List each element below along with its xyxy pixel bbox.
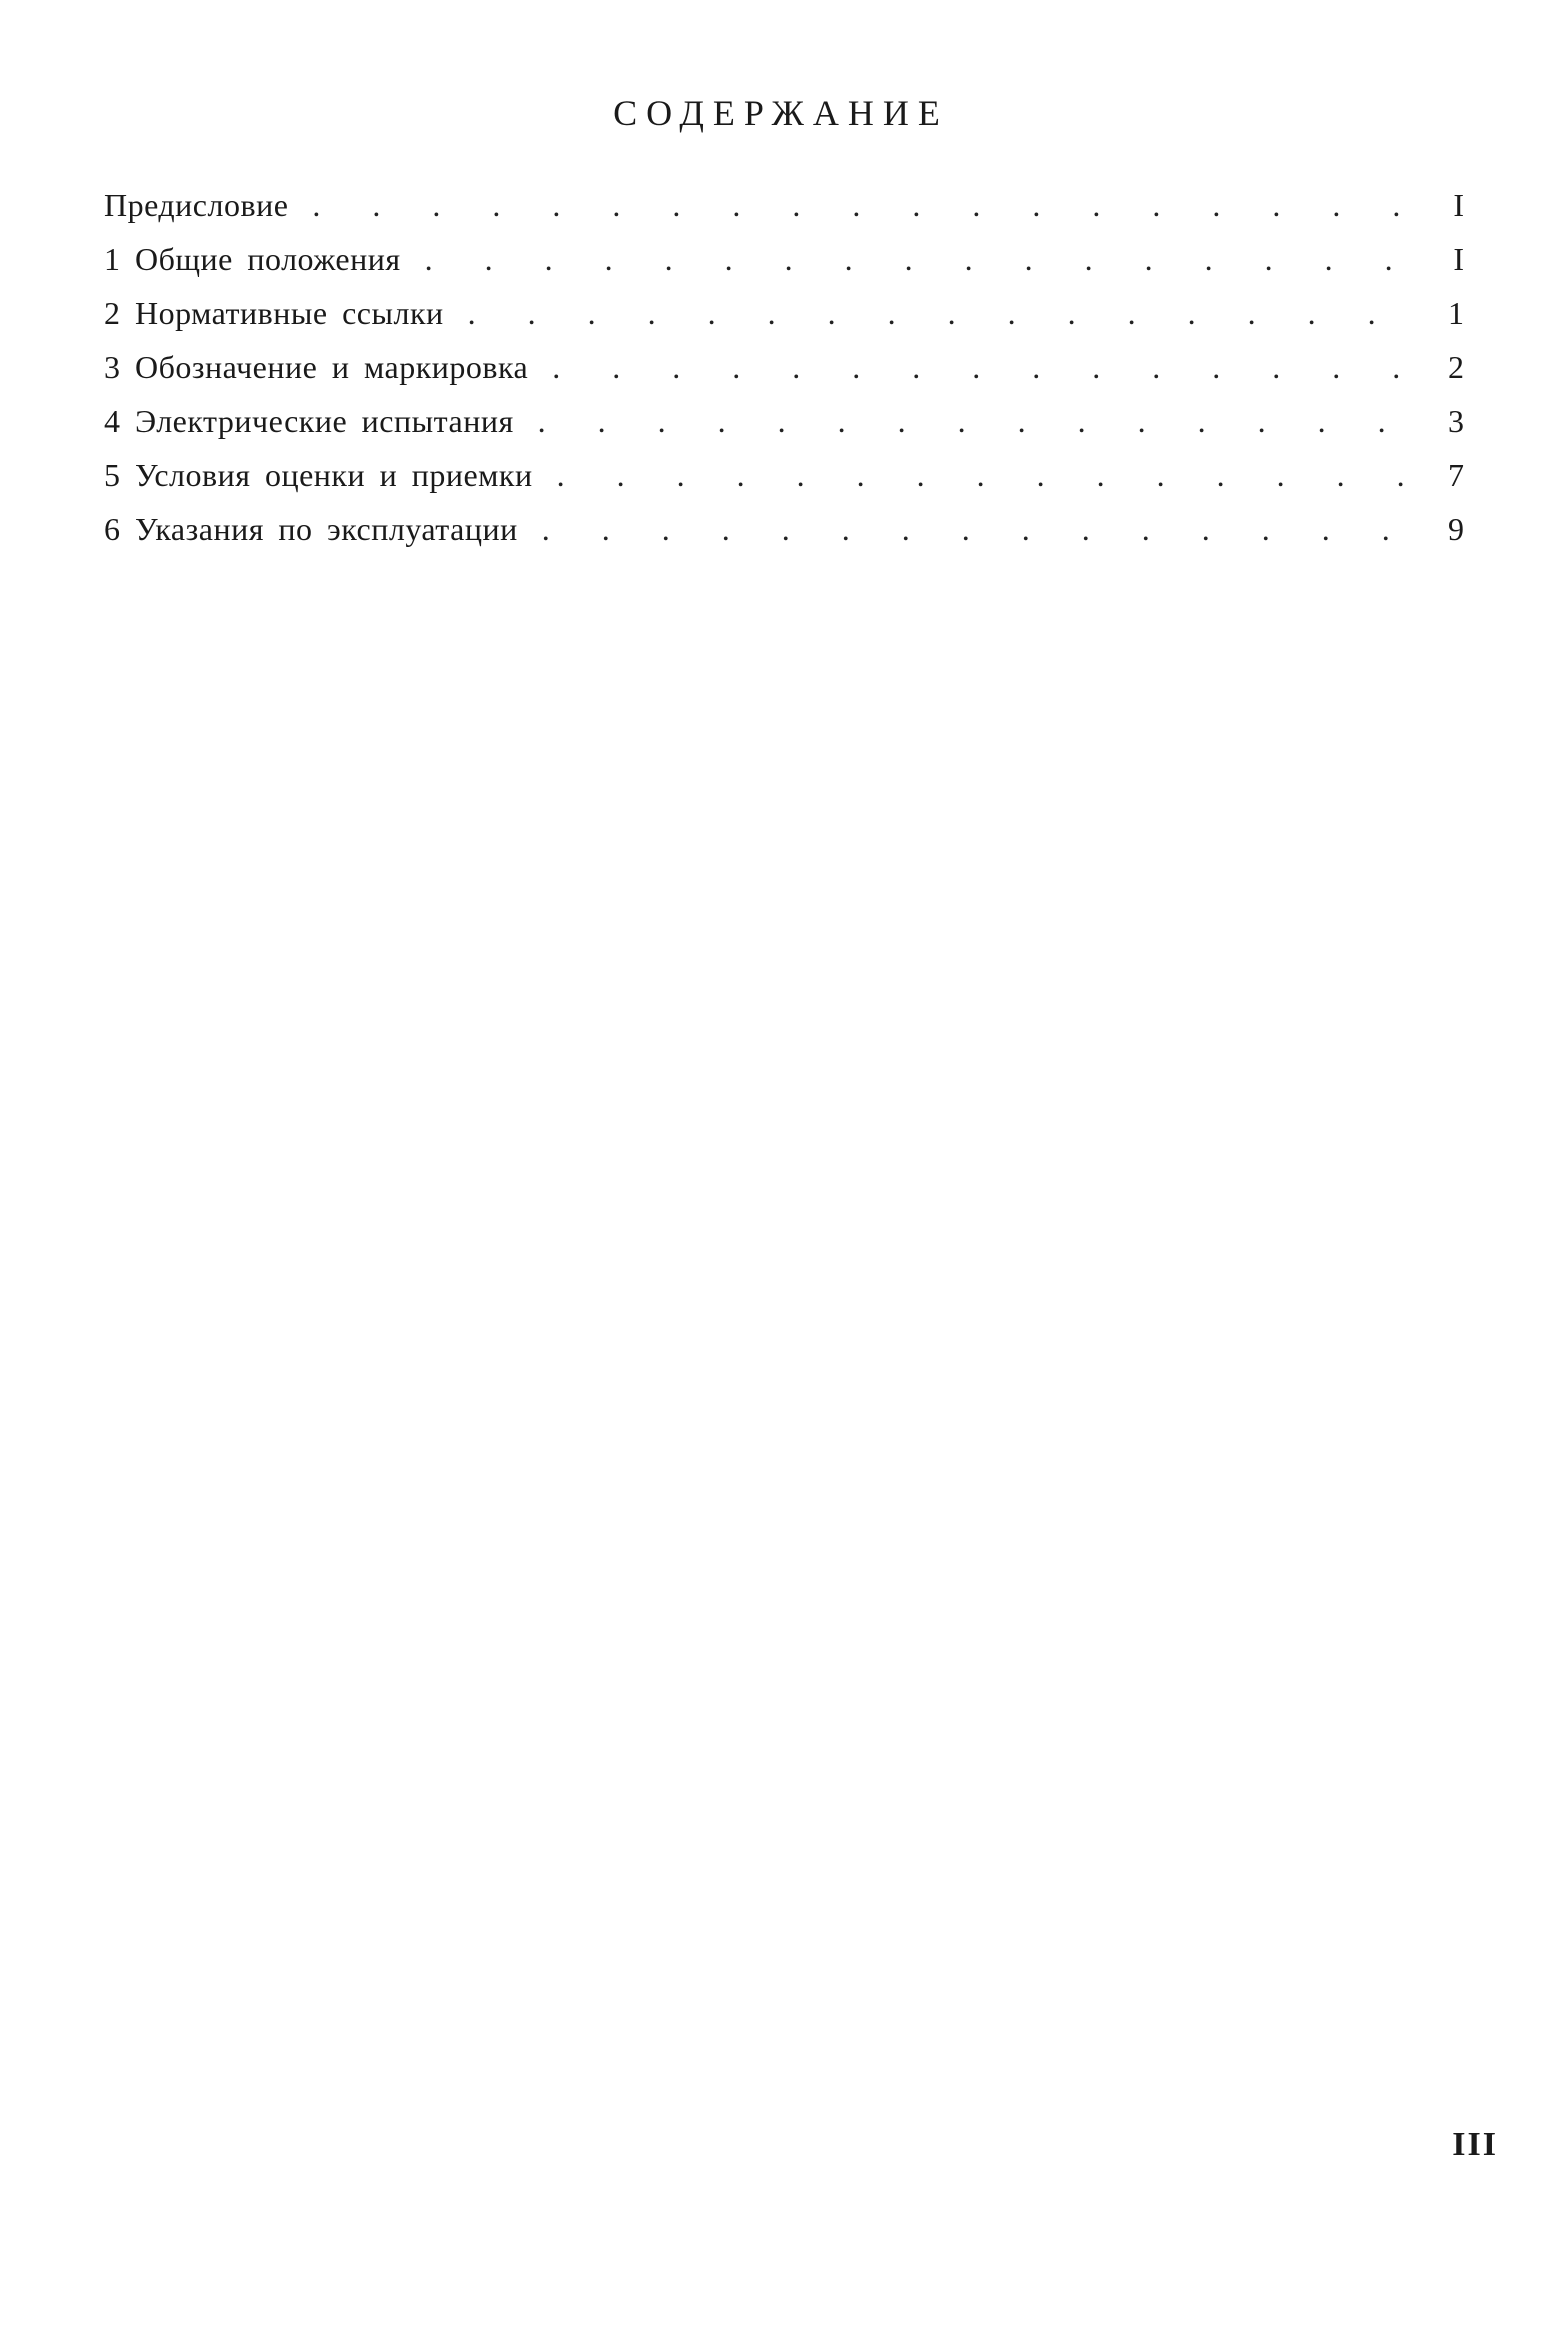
toc-dot-leader: [557, 448, 1416, 502]
toc-entry-section-6: [104, 502, 1464, 556]
toc-dot-leader: [425, 232, 1416, 286]
toc-entry-label: 6 Указания по эксплуатации: [104, 511, 518, 547]
toc-entry-page: I: [1453, 241, 1464, 277]
toc-entry-label: Предисловие: [104, 187, 289, 223]
table-of-contents: [104, 178, 1464, 556]
toc-dot-leader: [538, 394, 1416, 448]
toc-entry-preface: [104, 178, 1464, 232]
toc-entry-label: 2 Нормативные ссылки: [104, 295, 444, 331]
toc-entry-label: 5 Условия оценки и приемки: [104, 457, 533, 493]
toc-entry-page: I: [1453, 187, 1464, 223]
toc-entry-page: 3: [1448, 403, 1464, 439]
toc-dot-leader: [552, 340, 1416, 394]
toc-entry-label: 4 Электрические испытания: [104, 403, 514, 439]
toc-dot-leader: [468, 286, 1416, 340]
toc-entry-label: 1 Общие положения: [104, 241, 401, 277]
toc-entry-section-1: [104, 232, 1464, 286]
page-number: III: [1452, 2126, 1498, 2163]
toc-entry-section-3: [104, 340, 1464, 394]
toc-entry-page: 9: [1448, 511, 1464, 547]
toc-entry-section-2: [104, 286, 1464, 340]
toc-dot-leader: [542, 502, 1416, 556]
toc-heading: СОДЕРЖАНИЕ: [613, 93, 949, 133]
toc-entry-page: 7: [1448, 457, 1464, 493]
toc-entry-page: 2: [1448, 349, 1464, 385]
toc-dot-leader: [312, 178, 1416, 232]
toc-entry-label: 3 Обозначение и маркировка: [104, 349, 529, 385]
toc-entry-section-4: [104, 394, 1464, 448]
toc-entry-section-5: [104, 448, 1464, 502]
toc-entry-page: 1: [1448, 295, 1464, 331]
